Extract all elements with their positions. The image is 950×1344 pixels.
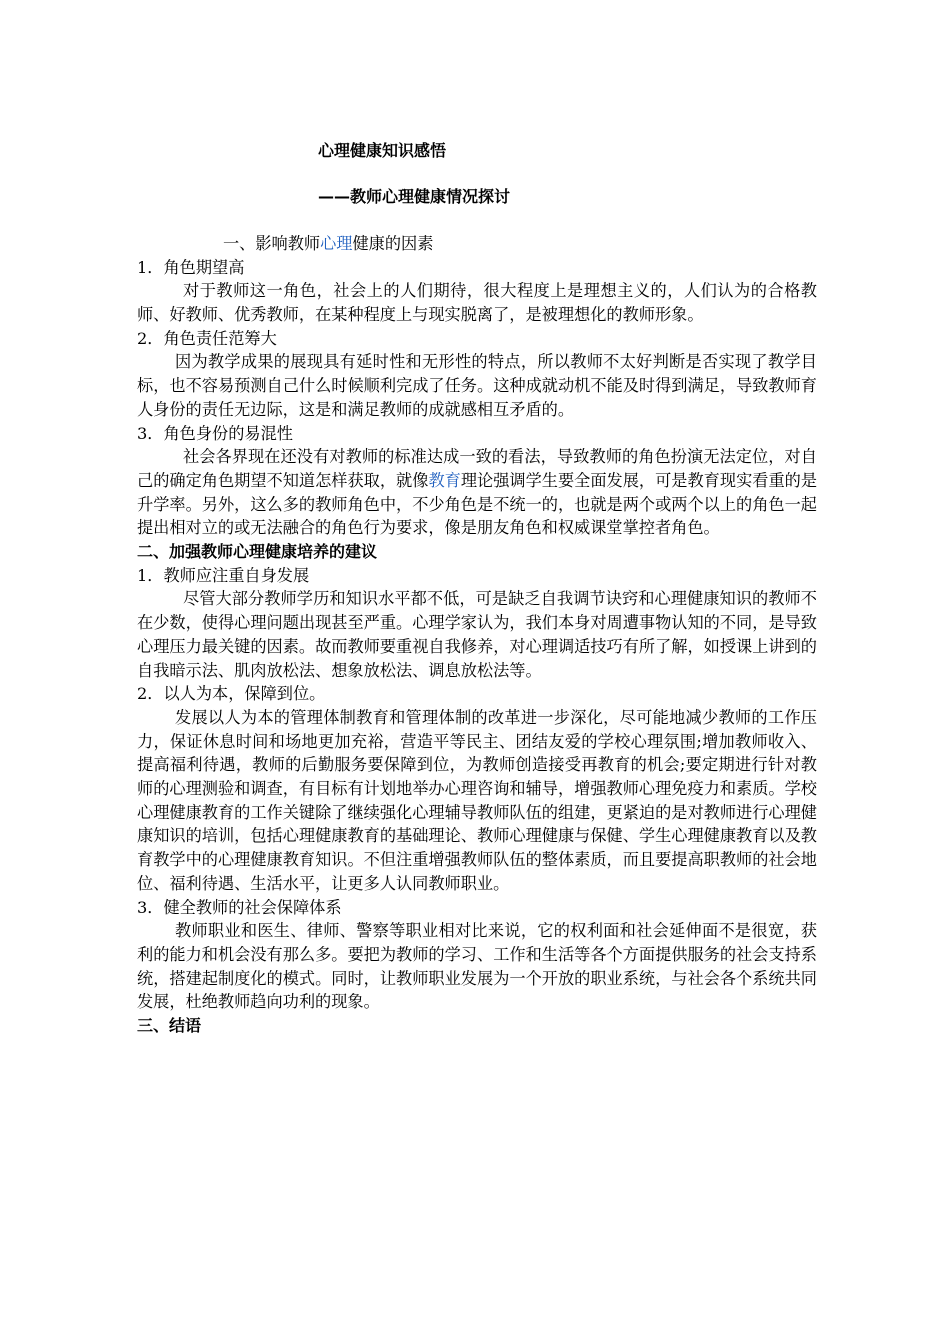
paragraph-2-3: 教师职业和医生、律师、警察等职业相对比来说，它的权利面和社会延伸面不是很宽，获利的能力和机会没有那么多。要把为教师的学习、工作和生活等各个方面提供服务的社会支持系统，搭建起制度化的模式。同时，让教师职业发展为一个开放的职业系统，与社会各个系统共同发展，杜绝教师趋向功利的现象。 <box>137 921 817 1012</box>
paragraph-1-3-text-b: 理论强调学生要全面发展，可是教育现实看重的是升学率。另外，这么多的教师角色中，不少角色是不统一的，也就是两个或两个以上的角色一起提出相对立的或无法融合的角色行为要求，像是朋友角色和权威课堂掌控者角色。 <box>137 470 818 538</box>
section-heading-1-text-b: 健康的因素 <box>352 234 434 253</box>
document-subtitle: ——教师心理健康情况探讨 <box>318 187 511 206</box>
paragraph-1-3-text-a: 社会各界现在还没有对教师的标准达成一致的看法，导致教师的角色扮演无法定位，对自己的确定角色期望不知道怎样获取，就像 <box>137 447 817 490</box>
item-heading-2-1: 1．教师应注重自身发展 <box>137 565 310 585</box>
document-body <box>137 232 817 1038</box>
document-title: 心理健康知识感悟 <box>318 141 447 160</box>
paragraph-2-1: 尽管大部分教师学历和知识水平都不低，可是缺乏自我调节诀窍和心理健康知识的教师不在少数，使得心理问题出现甚至严重。心理学家认为，我们本身对周遭事物认知的不同，是导致心理压力最关键的因素。故而教师要重视自我修养，对心理调适技巧有所了解，如授课上讲到的自我暗示法、肌肉放松法、想象放松法、调息放松法等。 <box>137 589 817 680</box>
section-heading-1 <box>137 232 817 256</box>
item-heading-2-2: 2．以人为本，保障到位。 <box>137 684 326 704</box>
section-heading-1-text-a: 一、影响教师 <box>223 234 321 253</box>
paragraph-1-3 <box>137 445 817 540</box>
link-xinli[interactable]: 心理 <box>320 234 353 253</box>
section-heading-2: 二、加强教师心理健康培养的建议 <box>137 542 378 562</box>
paragraph-1-2: 因为教学成果的展现具有延时性和无形性的特点，所以教师不太好判断是否实现了教学目标，也不容易预测自己什么时候顺利完成了任务。这种成就动机不能及时得到满足，导致教师育人身份的责任无边际，这是和满足教师的成就感相互矛盾的。 <box>137 352 817 419</box>
item-heading-1-3: 3．角色身份的易混性 <box>137 423 293 443</box>
section-heading-3: 三、结语 <box>137 1016 202 1036</box>
item-heading-1-1: 1．角色期望高 <box>137 257 245 277</box>
paragraph-1-1: 对于教师这一角色，社会上的人们期待，很大程度上是理想主义的，人们认为的合格教师、好教师、优秀教师，在某种程度上与现实脱离了，是被理想化的教师形象。 <box>137 281 817 325</box>
item-heading-1-2: 2．角色责任范筹大 <box>137 328 277 348</box>
paragraph-2-2: 发展以人为本的管理体制教育和管理体制的改革进一步深化，尽可能地减少教师的工作压力，保证休息时间和场地更加充裕，营造平等民主、团结友爱的学校心理氛围;增加教师收入、提高福利待遇，教师的后勤服务要保障到位，为教师创造接受再教育的机会;要定期进行针对教师的心理测验和调查，有目标有计划地举办心理咨询和辅导，增强教师心理免疫力和素质。学校心理健康教育的工作关键除了继续强化心理辅导教师队伍的组建，更紧迫的是对教师进行心理健康知识的培训，包括心理健康教育的基础理论、教师心理健康与保健、学生心理健康教育以及教育教学中的心理健康教育知识。不但注重增强教师队伍的整体素质，而且要提高职教师的社会地位、福利待遇、生活水平，让更多人认同教师职业。 <box>137 707 817 893</box>
link-jiaoyu[interactable]: 教育 <box>428 470 461 490</box>
item-heading-2-3: 3．健全教师的社会保障体系 <box>137 897 342 917</box>
